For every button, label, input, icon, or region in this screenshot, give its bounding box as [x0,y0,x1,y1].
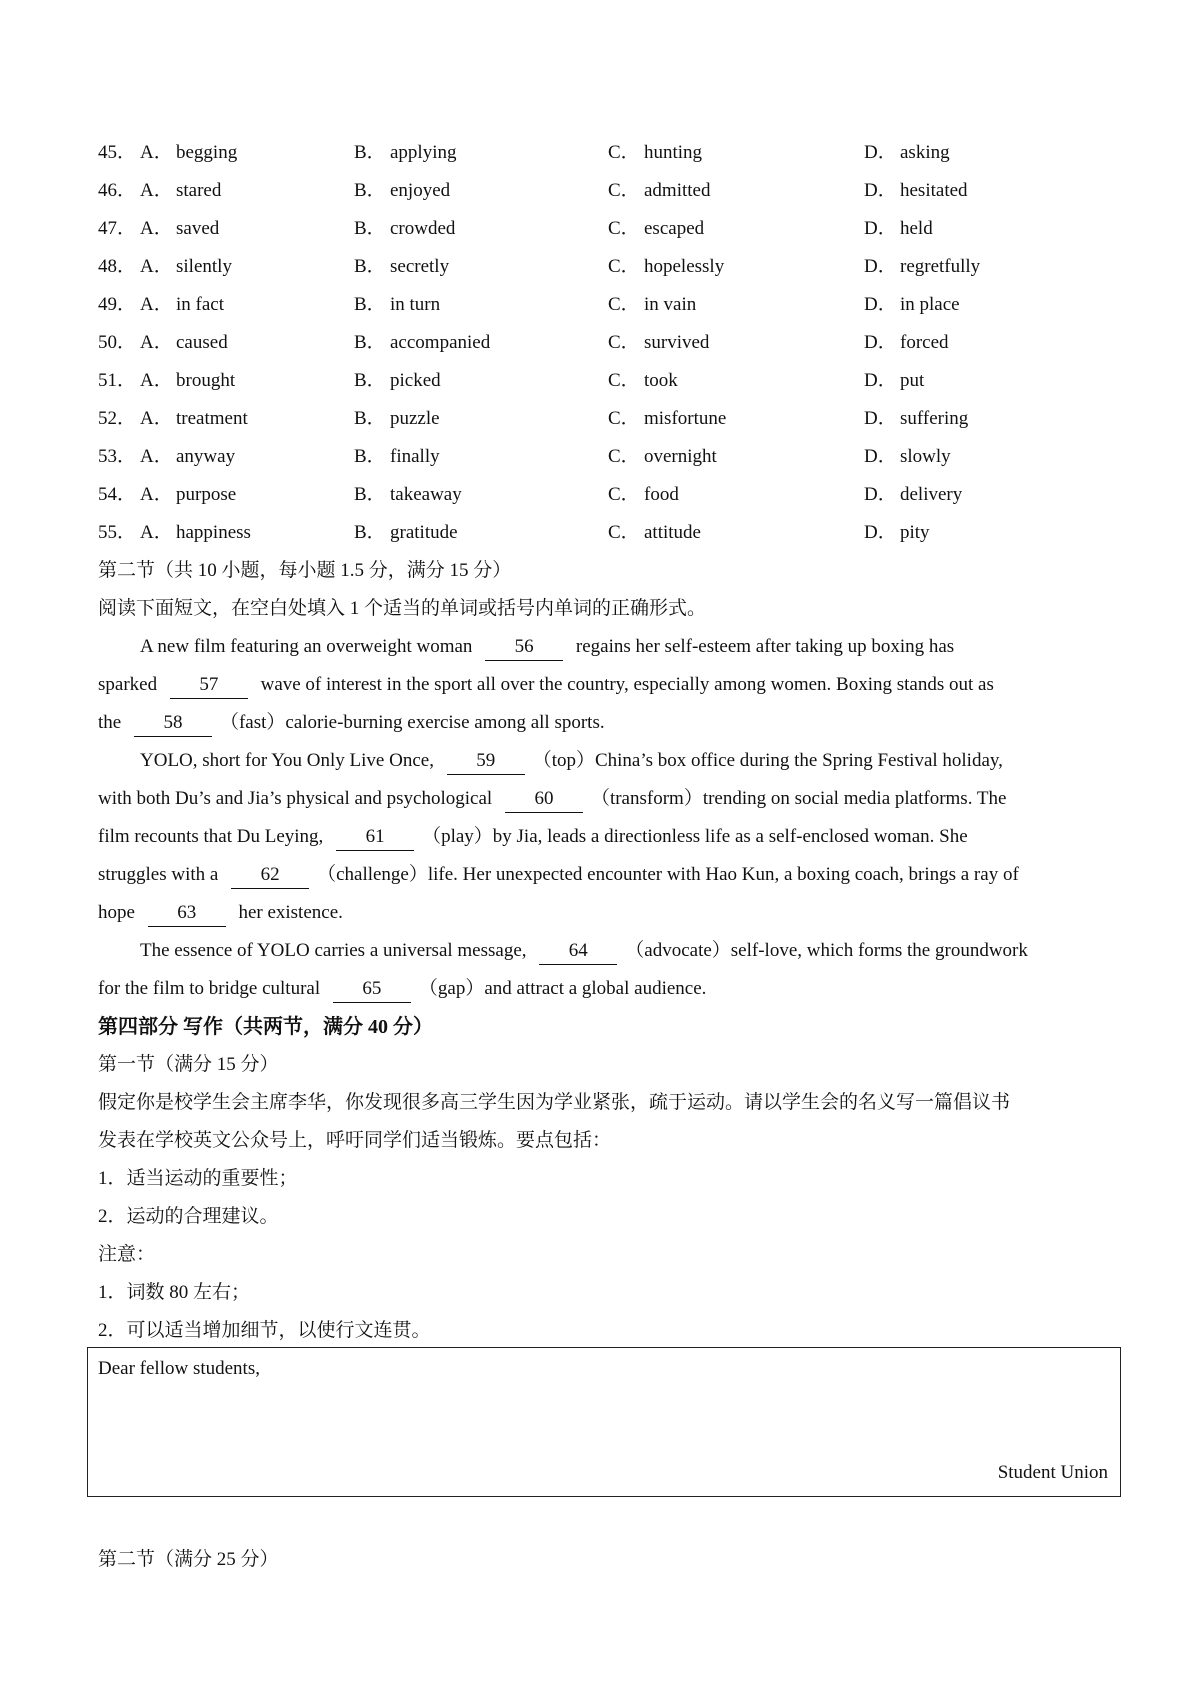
passage-line [98,970,1122,1008]
option-text: took [644,370,678,391]
passage-text: （fast）calorie-burning exercise among all sports. [219,712,605,733]
option-text: applying [390,142,457,163]
passage-text: （top）China’s box office during the Spring Festival holiday, [532,750,1003,771]
passage-text: （transform）trending on social media platforms. The [590,788,1007,809]
option-a[interactable] [140,438,235,476]
option-letter: D． [864,256,897,277]
passage-text: film recounts that Du Leying, [98,826,324,847]
option-text: in turn [390,294,441,315]
option-letter: C． [608,408,640,429]
option-d[interactable] [864,362,924,400]
passage-line [98,932,1122,970]
blank-58[interactable]: 58 [134,710,212,737]
option-text: finally [390,446,440,467]
question-number: 50． [98,332,137,353]
option-c[interactable] [608,476,679,514]
option-letter: D． [864,142,897,163]
option-letter: B． [354,256,386,277]
option-d[interactable] [864,134,950,172]
blank-62[interactable]: 62 [231,862,309,889]
blank-60[interactable]: 60 [505,786,583,813]
writing-point: 2．运动的合理建议。 [98,1206,279,1227]
option-letter: D． [864,446,897,467]
option-letter: B． [354,522,386,543]
option-text: in place [900,294,960,315]
option-letter: D． [864,370,897,391]
option-text: admitted [644,180,711,201]
option-letter: A． [140,180,173,201]
option-row [98,400,1122,438]
option-text: overnight [644,446,717,467]
option-d[interactable] [864,400,968,438]
option-letter: A． [140,522,173,543]
note-item: 2．可以适当增加细节，以使行文连贯。 [98,1320,431,1341]
option-b[interactable] [354,438,440,476]
option-letter: A． [140,370,173,391]
option-c[interactable] [608,438,717,476]
blank-63[interactable]: 63 [148,900,226,927]
option-letter: C． [608,256,640,277]
question-number: 46． [98,180,137,201]
option-letter: A． [140,256,173,277]
option-letter: B． [354,218,386,239]
option-letter: B． [354,332,386,353]
option-letter: B． [354,142,386,163]
passage-text: A new film featuring an overweight woman [140,636,473,657]
option-a[interactable] [140,172,221,210]
passage-line [98,628,1122,666]
option-b[interactable] [354,172,450,210]
option-a[interactable] [140,286,224,324]
option-row [98,514,1122,552]
option-text: takeaway [390,484,462,505]
option-a[interactable] [140,248,232,286]
option-row [98,210,1122,248]
passage-line [98,666,1122,704]
option-text: held [900,218,933,239]
option-text: delivery [900,484,963,505]
option-letter: D． [864,408,897,429]
option-text: hunting [644,142,703,163]
option-d[interactable] [864,324,949,362]
passage-line [98,856,1122,894]
passage-line [98,742,1122,780]
option-text: accompanied [390,332,491,353]
option-letter: B． [354,408,386,429]
blank-59[interactable]: 59 [447,748,525,775]
option-text: in fact [176,294,225,315]
passage-text: YOLO, short for You Only Live Once, [140,750,434,771]
option-letter: A． [140,484,173,505]
passage-line [98,894,1122,932]
option-d[interactable] [864,514,930,552]
passage-line [98,780,1122,818]
question-number: 49． [98,294,137,315]
option-letter: D． [864,522,897,543]
passage-text: hope [98,902,135,923]
blank-65[interactable]: 65 [333,976,411,1003]
option-b[interactable] [354,324,490,362]
option-text: forced [900,332,949,353]
option-a[interactable] [140,362,235,400]
option-row [98,248,1122,286]
question-number: 55． [98,522,137,543]
question-number: 54． [98,484,137,505]
passage-text: struggles with a [98,864,219,885]
option-letter: B． [354,294,386,315]
option-text: put [900,370,925,391]
option-b[interactable] [354,210,455,248]
option-b[interactable] [354,476,462,514]
option-text: caused [176,332,228,353]
option-row [98,172,1122,210]
option-d[interactable] [864,172,968,210]
question-number: 52． [98,408,137,429]
option-text: escaped [644,218,705,239]
option-letter: B． [354,180,386,201]
option-letter: B． [354,370,386,391]
writing-prompt: 假定你是校学生会主席李华，你发现很多高三学生因为学业紧张，疏于运动。请以学生会的名义写一篇倡议书 [98,1092,1011,1113]
option-text: saved [176,218,220,239]
passage-text: the [98,712,122,733]
passage-text: with both Du’s and Jia’s physical and psychological [98,788,493,809]
option-text: brought [176,370,236,391]
option-text: attitude [644,522,701,543]
option-letter: C． [608,522,640,543]
option-text: food [644,484,679,505]
option-c[interactable] [608,400,726,438]
option-text: secretly [390,256,450,277]
question-number: 47． [98,218,137,239]
part4-section2-heading: 第二节（满分 25 分） [98,1549,279,1570]
blank-56[interactable]: 56 [485,634,563,661]
option-text: stared [176,180,222,201]
option-a[interactable] [140,514,251,552]
option-text: regretfully [900,256,981,277]
option-a[interactable] [140,324,228,362]
option-text: treatment [176,408,248,429]
option-a[interactable] [140,210,219,248]
option-c[interactable] [608,514,701,552]
option-letter: A． [140,294,173,315]
passage-text: （gap）and attract a global audience. [418,978,707,999]
option-letter: D． [864,484,897,505]
answer-box[interactable] [87,1347,1121,1497]
question-number: 45． [98,142,137,163]
blank-61[interactable]: 61 [336,824,414,851]
note-label: 注意： [98,1244,156,1265]
option-text: suffering [900,408,969,429]
passage-text: sparked [98,674,158,695]
passage-text: （play）by Jia, leads a directionless life as a self-enclosed woman. She [422,826,968,847]
note-item: 1．词数 80 左右； [98,1282,251,1303]
writing-point: 1．适当运动的重要性； [98,1168,298,1189]
option-letter: A． [140,332,173,353]
option-letter: C． [608,180,640,201]
option-text: crowded [390,218,456,239]
option-text: asking [900,142,950,163]
option-row [98,362,1122,400]
passage-text: The essence of YOLO carries a universal message, [140,940,527,961]
question-number: 53． [98,446,137,467]
passage-line [98,818,1122,856]
option-text: begging [176,142,238,163]
option-letter: A． [140,408,173,429]
option-b[interactable] [354,514,458,552]
option-b[interactable] [354,400,440,438]
option-text: slowly [900,446,951,467]
option-letter: C． [608,332,640,353]
option-row [98,134,1122,172]
option-c[interactable] [608,362,678,400]
passage-text: for the film to bridge cultural [98,978,321,999]
option-letter: C． [608,446,640,467]
exam-page [98,134,1122,1350]
option-a[interactable] [140,476,236,514]
letter-signature: Student Union [997,1462,1108,1483]
writing-prompt: 发表在学校英文公众号上，呼吁同学们适当锻炼。要点包括： [98,1130,612,1151]
blank-64[interactable]: 64 [539,938,617,965]
section2-heading: 第二节（共 10 小题，每小题 1.5 分，满分 15 分） [98,560,512,581]
option-text: misfortune [644,408,727,429]
passage-text: wave of interest in the sport all over the country, especially among women. Boxing stands out as [260,674,994,695]
option-text: pity [900,522,930,543]
option-row [98,324,1122,362]
option-b[interactable] [354,248,449,286]
option-text: picked [390,370,441,391]
option-a[interactable] [140,400,248,438]
option-a[interactable] [140,134,237,172]
part4-heading: 第四部分 写作（共两节，满分 40 分） [98,1016,433,1038]
option-text: happiness [176,522,251,543]
option-letter: D． [864,294,897,315]
option-text: in vain [644,294,697,315]
option-row [98,438,1122,476]
option-c[interactable] [608,286,696,324]
option-c[interactable] [608,172,710,210]
option-b[interactable] [354,362,441,400]
part4-section1-heading: 第一节（满分 15 分） [98,1054,279,1075]
option-c[interactable] [608,324,709,362]
question-number: 48． [98,256,137,277]
option-text: hopelessly [644,256,725,277]
option-letter: A． [140,142,173,163]
option-letter: A． [140,446,173,467]
blank-57[interactable]: 57 [170,672,248,699]
passage-text: her existence. [238,902,343,923]
option-letter: C． [608,218,640,239]
option-text: silently [176,256,232,277]
option-c[interactable] [608,248,724,286]
option-letter: D． [864,218,897,239]
option-row [98,476,1122,514]
section2-instruction: 阅读下面短文，在空白处填入 1 个适当的单词或括号内单词的正确形式。 [98,598,707,619]
option-text: hesitated [900,180,968,201]
option-letter: C． [608,142,640,163]
option-d[interactable] [864,248,980,286]
passage-line [98,704,1122,742]
option-text: purpose [176,484,237,505]
option-text: puzzle [390,408,440,429]
option-letter: B． [354,484,386,505]
option-b[interactable] [354,134,457,172]
passage-text: （challenge）life. Her unexpected encounter with Hao Kun, a boxing coach, brings a ray of [317,864,1019,885]
option-letter: D． [864,332,897,353]
option-letter: C． [608,370,640,391]
options-list [98,134,1122,552]
option-letter: D． [864,180,897,201]
option-d[interactable] [864,438,951,476]
option-text: survived [644,332,710,353]
question-number: 51． [98,370,137,391]
passage-text: regains her self-esteem after taking up boxing has [575,636,955,657]
option-c[interactable] [608,210,704,248]
option-letter: C． [608,294,640,315]
option-text: gratitude [390,522,458,543]
option-text: enjoyed [390,180,451,201]
option-row [98,286,1122,324]
option-b[interactable] [354,286,440,324]
option-text: anyway [176,446,236,467]
option-d[interactable] [864,286,960,324]
option-letter: A． [140,218,173,239]
option-c[interactable] [608,134,702,172]
option-letter: B． [354,446,386,467]
option-d[interactable] [864,210,933,248]
option-d[interactable] [864,476,962,514]
option-letter: C． [608,484,640,505]
passage-text: （advocate）self-love, which forms the groundwork [625,940,1028,961]
letter-greeting: Dear fellow students, [98,1358,260,1379]
